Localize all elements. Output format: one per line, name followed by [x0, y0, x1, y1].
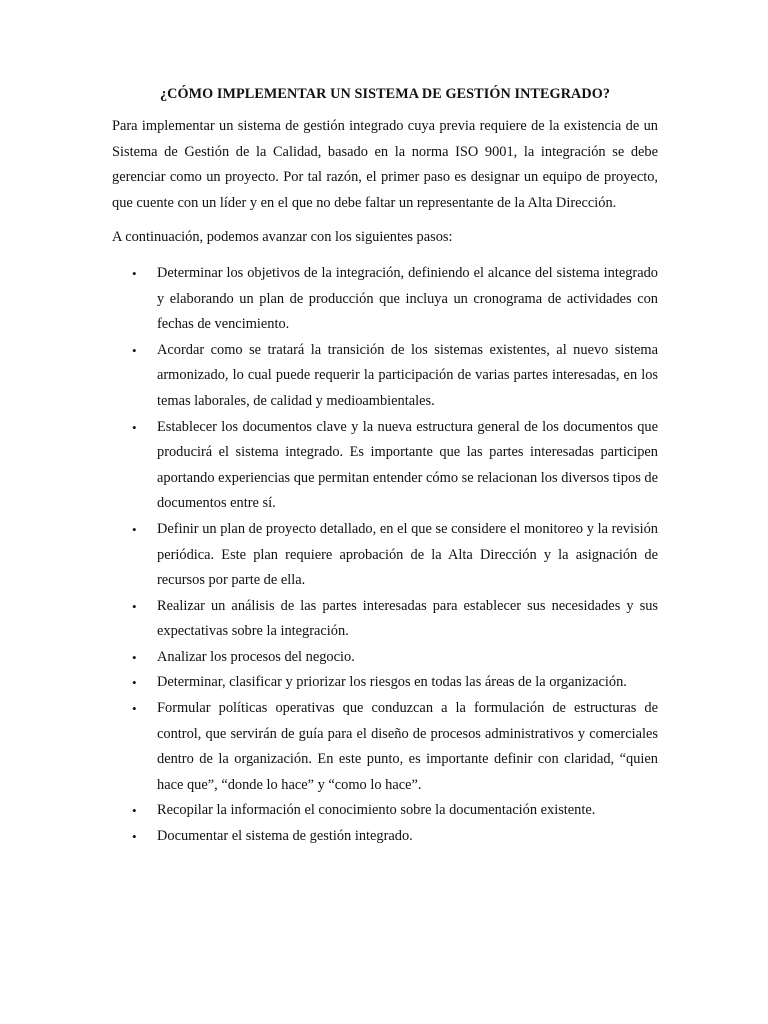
- list-item-text: Determinar, clasificar y priorizar los riesgos en todas las áreas de la organización.: [157, 674, 627, 691]
- bullet-icon: •: [132, 701, 137, 717]
- list-item: [112, 696, 658, 798]
- list-item-text: Documentar el sistema de gestión integrado.: [157, 828, 413, 845]
- bullet-icon: •: [132, 598, 137, 614]
- list-item: [112, 594, 658, 645]
- bullet-icon: •: [132, 803, 137, 819]
- list-item-text: Acordar como se tratará la transición de los sistemas existentes, al nuevo sistema armonizado, lo cual puede requerir la participación de varias partes interesadas, en los temas laborales, de calidad y medioambientales.: [157, 341, 658, 409]
- bullet-icon: •: [132, 342, 137, 358]
- bullet-icon: •: [132, 649, 137, 665]
- list-item-text: Definir un plan de proyecto detallado, en el que se considere el monitoreo y la revisión periódica. Este plan requiere aprobación de la Alta Dirección y la asignación de recursos por parte de ella.: [157, 520, 658, 589]
- document-title: ¿CÓMO IMPLEMENTAR UN SISTEMA DE GESTIÓN INTEGRADO?: [159, 86, 611, 102]
- intro-paragraph: Para implementar un sistema de gestión integrado cuya previa requiere de la existencia de un Sistema de Gestión de la Calidad, basado en la norma ISO 9001, la integración se debe gerenciar como un proyecto. Por tal razón, el primer paso es designar un equipo de proyecto, que cuente con un líder y en el que no debe faltar un representante de la Alta Dirección.: [112, 118, 658, 211]
- bullet-icon: •: [132, 675, 137, 691]
- list-item: [112, 824, 658, 850]
- steps-intro: A continuación, podemos avanzar con los siguientes pasos:: [112, 229, 453, 246]
- list-item: [112, 338, 658, 415]
- list-item: [112, 415, 658, 517]
- bullet-icon: •: [132, 265, 137, 281]
- list-item-text: Recopilar la información el conocimiento sobre la documentación existente.: [157, 802, 596, 819]
- list-item: [112, 670, 658, 696]
- bullet-icon: •: [132, 521, 137, 537]
- list-item: [112, 517, 658, 594]
- bullet-icon: •: [132, 419, 137, 435]
- list-item: [112, 798, 658, 824]
- list-item: [112, 261, 658, 338]
- list-item-text: Determinar los objetivos de la integración, definiendo el alcance del sistema integrado y elaborando un plan de producción que incluya un cronograma de actividades con fechas de vencimiento.: [157, 264, 658, 333]
- bullet-icon: •: [132, 829, 137, 845]
- list-item-text: Establecer los documentos clave y la nueva estructura general de los documentos que producirá el sistema integrado. Es importante que las partes interesadas participen aportando experiencias que permitan entender cómo se relacionan los diversos tipos de documentos entre sí.: [157, 418, 658, 512]
- list-item-text: Analizar los procesos del negocio.: [157, 648, 355, 665]
- list-item-text: Realizar un análisis de las partes interesadas para establecer sus necesidades y sus expectativas sobre la integración.: [157, 597, 658, 640]
- steps-list: [112, 261, 658, 850]
- list-item: [112, 645, 658, 671]
- list-item-text: Formular políticas operativas que conduzcan a la formulación de estructuras de control, que servirán de guía para el diseño de procesos administrativos y comerciales dentro de la organización. En este punto, es importante definir con claridad, “quien hace que”, “donde lo hace” y “como lo hace”.: [157, 700, 658, 793]
